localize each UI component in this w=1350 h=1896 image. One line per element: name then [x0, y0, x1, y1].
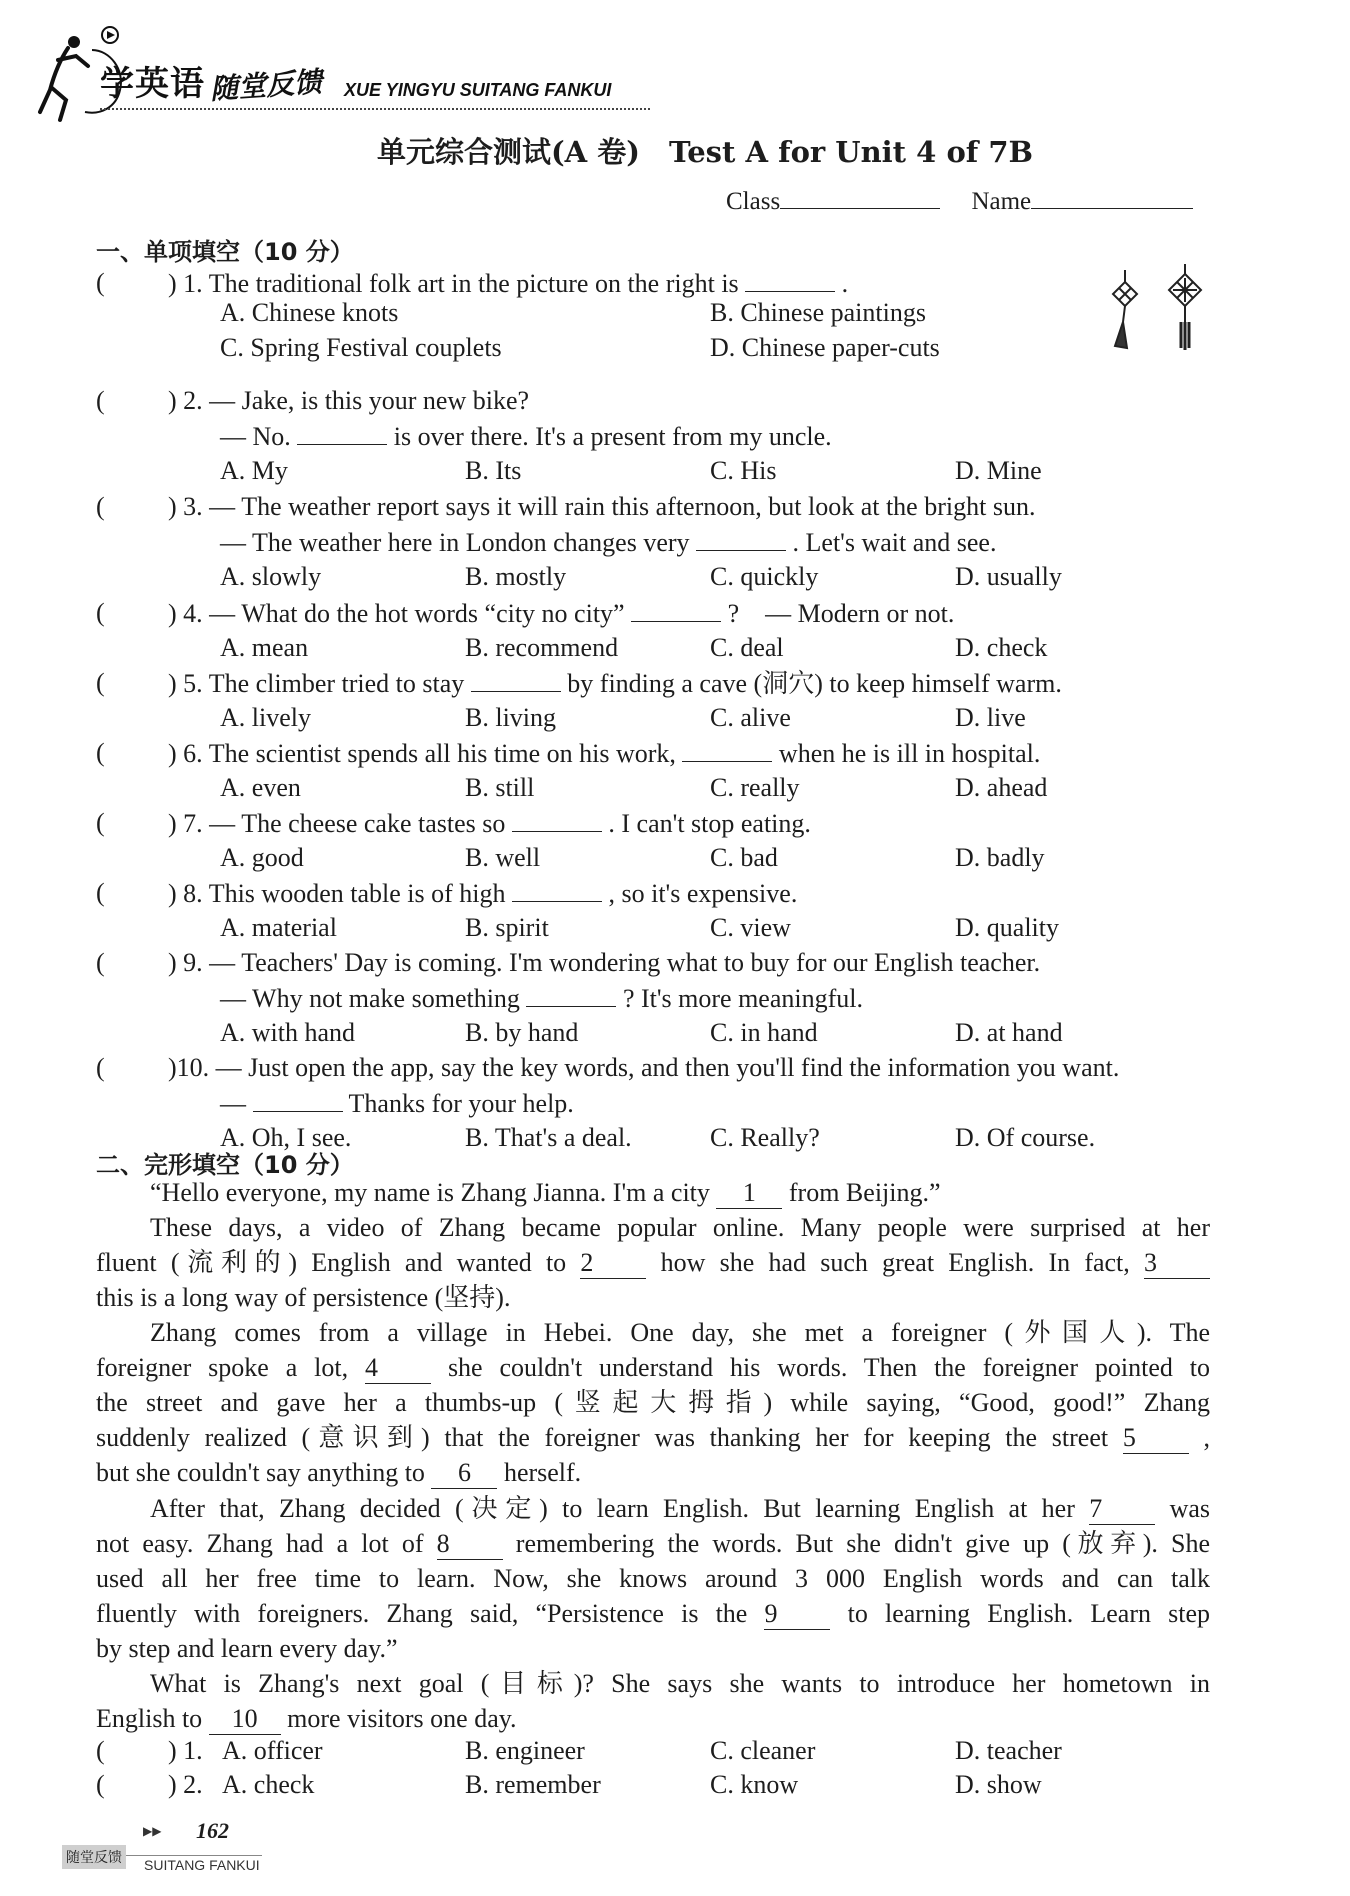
passage-line	[150, 1213, 1210, 1243]
passage-text: What is Zhang's next goal (目标)? She says she wants to introduce her hometown in	[150, 1669, 1210, 1698]
page-header	[30, 20, 650, 130]
option-d[interactable]: D. badly	[955, 843, 1045, 872]
header-divider	[100, 108, 650, 110]
passage-line	[150, 1178, 941, 1209]
question-line2	[220, 1088, 574, 1119]
answer-paren[interactable]: (	[96, 948, 105, 977]
passage-line	[96, 1704, 517, 1735]
question-text: ) 8. This wooden table is of high	[168, 879, 506, 908]
option-a[interactable]: A. Oh, I see.	[220, 1123, 352, 1152]
question-text-after: by finding a cave (洞穴) to keep himself warm.	[567, 669, 1062, 698]
cloze-blank-9[interactable]: 9	[764, 1599, 830, 1630]
question-stem	[168, 738, 1040, 769]
answer-paren[interactable]: (	[96, 878, 105, 907]
option-b[interactable]: B. living	[465, 703, 557, 732]
option-d[interactable]: D. usually	[955, 562, 1062, 591]
option-d[interactable]: D. Chinese paper-cuts	[710, 333, 940, 362]
question-stem	[168, 492, 1035, 522]
cloze-option-a[interactable]: A. check	[222, 1770, 315, 1799]
answer-paren[interactable]: (	[96, 1736, 105, 1765]
question-text-after: . Let's wait and see.	[792, 528, 997, 557]
passage-text: to learning English. Learn step	[847, 1599, 1211, 1628]
cloze-option-c[interactable]: C. cleaner	[710, 1736, 816, 1765]
cloze-blank-5[interactable]: 5	[1123, 1423, 1189, 1454]
page-title: 单元综合测试(A 卷) Test A for Unit 4 of 7B	[376, 135, 1034, 169]
brand-pinyin: XUE YINGYU SUITANG FANKUI	[344, 80, 612, 100]
option-b[interactable]: B. still	[465, 773, 535, 802]
answer-blank[interactable]	[631, 598, 721, 622]
cloze-question-number: ) 2.	[168, 1770, 203, 1799]
cloze-option-a[interactable]: A. officer	[222, 1736, 323, 1765]
passage-text: the street and gave her a thumbs-up (竖起大拇指) while saying, “Good, good!” Zhang	[96, 1388, 1210, 1417]
option-c[interactable]: C. alive	[710, 703, 791, 732]
answer-blank[interactable]	[696, 527, 786, 551]
passage-text: foreigner spoke a lot,	[96, 1353, 349, 1382]
class-blank[interactable]	[780, 183, 940, 209]
passage-text: suddenly realized (意识到) that the foreigner was thanking her for keeping the street	[96, 1423, 1109, 1452]
cloze-blank-6[interactable]: 6	[431, 1458, 497, 1489]
question-text-after: , so it's expensive.	[608, 879, 798, 908]
answer-paren[interactable]: (	[96, 668, 105, 697]
passage-line	[96, 1634, 398, 1664]
question-text: ) 1. The traditional folk art in the picture on the right is	[168, 269, 739, 298]
section-heading-cloze: 二、完形填空（10 分）	[96, 1151, 354, 1179]
question-text-after: Thanks for your help.	[348, 1089, 574, 1118]
question-line2	[220, 527, 996, 558]
option-b[interactable]: B. spirit	[465, 913, 549, 942]
answer-blank[interactable]	[297, 421, 387, 445]
option-c[interactable]: C. quickly	[710, 562, 819, 591]
option-c[interactable]: C. His	[710, 456, 777, 485]
passage-text: After that, Zhang decided (决定) to learn English. But learning English at her	[150, 1494, 1075, 1523]
passage-line	[96, 1248, 1210, 1279]
passage-text: remembering the words. But she didn't give up (放弃). She	[515, 1529, 1211, 1558]
question-stem	[168, 598, 954, 629]
passage-text: was	[1169, 1494, 1210, 1523]
answer-blank[interactable]	[526, 983, 616, 1007]
brand-subtitle: 随堂反馈	[209, 65, 324, 106]
passage-line	[96, 1388, 1210, 1418]
passage-line	[150, 1494, 1210, 1525]
passage-line	[96, 1564, 1210, 1594]
option-c[interactable]: C. in hand	[710, 1018, 818, 1047]
option-a[interactable]: A. lively	[220, 703, 311, 732]
answer-blank[interactable]	[512, 878, 602, 902]
option-b[interactable]: B. Chinese paintings	[710, 298, 926, 327]
passage-text: by step and learn every day.”	[96, 1634, 398, 1663]
question-stem	[168, 878, 797, 909]
cloze-blank-3[interactable]: 3	[1144, 1248, 1210, 1279]
option-c[interactable]: C. view	[710, 913, 791, 942]
class-name-fields	[726, 183, 1193, 216]
cloze-option-d[interactable]: D. show	[955, 1770, 1042, 1799]
passage-text: These days, a video of Zhang became popular online. Many people were surprised at her	[150, 1213, 1210, 1242]
chinese-knot-icon	[1105, 262, 1215, 354]
option-b[interactable]: B. recommend	[465, 633, 619, 662]
question-text-after: .	[841, 269, 849, 298]
cloze-option-c[interactable]: C. know	[710, 1770, 799, 1799]
option-d[interactable]: D. Mine	[955, 456, 1042, 485]
question-text: — The weather here in London changes very	[220, 528, 690, 557]
passage-line	[150, 1669, 1210, 1699]
answer-paren[interactable]: (	[96, 386, 105, 415]
question-text: ) 9. — Teachers' Day is coming. I'm wondering what to buy for our English teacher.	[168, 948, 1041, 977]
question-line2	[220, 983, 863, 1014]
answer-blank[interactable]	[253, 1088, 343, 1112]
cloze-question-number: ) 1.	[168, 1736, 203, 1765]
cloze-blank-7[interactable]: 7	[1089, 1494, 1155, 1525]
answer-paren[interactable]: (	[96, 808, 105, 837]
option-b[interactable]: B. mostly	[465, 562, 567, 591]
passage-text: ,	[1203, 1423, 1211, 1452]
page-arrow-icon: ▶▶	[143, 1824, 162, 1838]
option-a[interactable]: A. good	[220, 843, 304, 872]
option-a[interactable]: A. with hand	[220, 1018, 356, 1047]
passage-text: this is a long way of persistence (坚持).	[96, 1283, 511, 1312]
answer-blank[interactable]	[512, 808, 602, 832]
question-text: — No.	[220, 422, 291, 451]
option-b[interactable]: B. well	[465, 843, 541, 872]
option-c[interactable]: C. really	[710, 773, 800, 802]
option-d[interactable]: D. live	[955, 703, 1026, 732]
passage-text: fluently with foreigners. Zhang said, “Persistence is the	[96, 1599, 748, 1628]
option-d[interactable]: D. at hand	[955, 1018, 1063, 1047]
option-c[interactable]: C. deal	[710, 633, 784, 662]
passage-text: from Beijing.”	[788, 1178, 941, 1207]
cloze-blank-4[interactable]: 4	[365, 1353, 431, 1384]
option-a[interactable]: A. slowly	[220, 562, 322, 591]
footer-band: 随堂反馈	[62, 1845, 126, 1869]
option-b[interactable]: B. That's a deal.	[465, 1123, 632, 1152]
cloze-option-b[interactable]: B. engineer	[465, 1736, 585, 1765]
option-c[interactable]: C. Really?	[710, 1123, 820, 1152]
passage-line	[96, 1599, 1210, 1630]
option-a[interactable]: A. mean	[220, 633, 309, 662]
question-text: ) 7. — The cheese cake tastes so	[168, 809, 506, 838]
name-blank[interactable]	[1031, 183, 1193, 209]
passage-text: but she couldn't say anything to	[96, 1458, 425, 1487]
passage-text: fluent (流利的) English and wanted to	[96, 1248, 567, 1277]
option-a[interactable]: A. even	[220, 773, 301, 802]
option-a[interactable]: A. material	[220, 913, 337, 942]
question-text: ) 6. The scientist spends all his time on his work,	[168, 739, 676, 768]
question-text: ) 3. — The weather report says it will rain this afternoon, but look at the bright sun.	[168, 492, 1036, 521]
answer-paren[interactable]: (	[96, 492, 105, 521]
passage-text: how she had such great English. In fact,	[660, 1248, 1130, 1277]
option-d[interactable]: D. check	[955, 633, 1048, 662]
question-stem	[168, 948, 1040, 978]
answer-paren[interactable]: (	[96, 598, 105, 627]
question-stem	[168, 386, 529, 416]
cloze-blank-2[interactable]: 2	[580, 1248, 646, 1279]
question-text: ) 4. — What do the hot words “city no city”	[168, 599, 625, 628]
cloze-option-d[interactable]: D. teacher	[955, 1736, 1062, 1765]
question-text: — Why not make something	[220, 984, 520, 1013]
passage-text: herself.	[503, 1458, 582, 1487]
page-number: 162	[196, 1818, 229, 1843]
question-text: —	[220, 1089, 246, 1118]
question-text: ) 2. — Jake, is this your new bike?	[168, 386, 530, 415]
passage-line	[96, 1529, 1210, 1560]
passage-text: used all her free time to learn. Now, she knows around 3 000 English words and can talk	[96, 1564, 1210, 1593]
question-text-after: . I can't stop eating.	[608, 809, 811, 838]
option-d[interactable]: D. quality	[955, 913, 1059, 942]
cloze-blank-1[interactable]: 1	[716, 1178, 782, 1209]
option-c[interactable]: C. Spring Festival couplets	[220, 333, 502, 362]
question-stem	[168, 808, 811, 839]
question-text-after: when he is ill in hospital.	[778, 739, 1041, 768]
brand-title: 学英语	[100, 64, 205, 104]
name-label: Name	[971, 188, 1032, 215]
question-text: )10. — Just open the app, say the key words, and then you'll find the information you want.	[168, 1053, 1120, 1082]
answer-blank[interactable]	[471, 668, 561, 692]
question-stem	[168, 268, 848, 299]
passage-line	[96, 1283, 510, 1313]
answer-paren[interactable]: (	[96, 1053, 105, 1082]
option-a[interactable]: A. My	[220, 456, 288, 485]
passage-text: not easy. Zhang had a lot of	[96, 1529, 424, 1558]
passage-line	[96, 1423, 1210, 1454]
answer-paren[interactable]: (	[96, 1770, 105, 1799]
passage-line	[96, 1458, 581, 1489]
answer-blank[interactable]	[745, 268, 835, 292]
option-d[interactable]: D. ahead	[955, 773, 1048, 802]
answer-paren[interactable]: (	[96, 268, 105, 297]
question-line2	[220, 421, 832, 452]
question-stem	[168, 668, 1062, 699]
answer-blank[interactable]	[682, 738, 772, 762]
passage-line	[96, 1353, 1210, 1384]
passage-text: more visitors one day.	[287, 1704, 517, 1733]
question-text-after: ? — Modern or not.	[727, 599, 955, 628]
passage-text: “Hello everyone, my name is Zhang Jianna. I'm a city	[150, 1178, 710, 1207]
passage-text: English to	[96, 1704, 203, 1733]
option-c[interactable]: C. bad	[710, 843, 778, 872]
option-a[interactable]: A. Chinese knots	[220, 298, 399, 327]
cloze-blank-8[interactable]: 8	[437, 1529, 503, 1560]
footer-pinyin: SUITANG FANKUI	[144, 1857, 260, 1873]
passage-text: Zhang comes from a village in Hebei. One day, she met a foreigner (外国人). The	[150, 1318, 1210, 1347]
passage-text: she couldn't understand his words. Then the foreigner pointed to	[447, 1353, 1211, 1382]
option-b[interactable]: B. Its	[465, 456, 522, 485]
question-text-after: is over there. It's a present from my uncle.	[393, 422, 832, 451]
option-d[interactable]: D. Of course.	[955, 1123, 1096, 1152]
passage-line	[150, 1318, 1210, 1348]
question-stem	[168, 1053, 1119, 1083]
cloze-option-b[interactable]: B. remember	[465, 1770, 601, 1799]
option-b[interactable]: B. by hand	[465, 1018, 579, 1047]
cloze-blank-10[interactable]: 10	[209, 1704, 281, 1735]
question-text-after: ? It's more meaningful.	[622, 984, 863, 1013]
answer-paren[interactable]: (	[96, 738, 105, 767]
question-text: ) 5. The climber tried to stay	[168, 669, 465, 698]
class-label: Class	[726, 188, 781, 215]
section-heading-single-choice: 一、单项填空（10 分）	[96, 238, 354, 266]
